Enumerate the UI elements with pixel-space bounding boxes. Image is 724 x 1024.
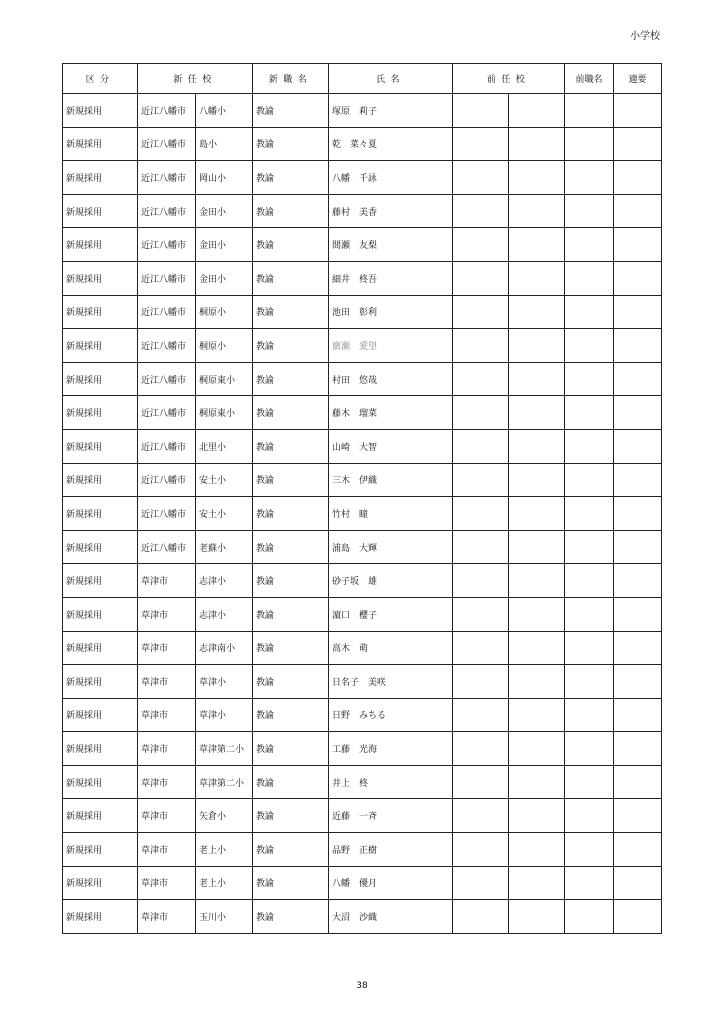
cell-name: 山崎 大智	[329, 429, 453, 463]
cell-new-city: 草津市	[138, 564, 196, 598]
cell-previous-title	[565, 295, 614, 329]
cell-new-school: 矢倉小	[196, 799, 253, 833]
cell-previous-title	[565, 127, 614, 161]
cell-remarks	[614, 564, 662, 598]
cell-new-school: 安土小	[196, 463, 253, 497]
cell-category: 新規採用	[63, 261, 138, 295]
cell-previous-school	[509, 866, 565, 900]
cell-new-school: 岡山小	[196, 161, 253, 195]
cell-category: 新規採用	[63, 631, 138, 665]
cell-name: 細井 柊吾	[329, 261, 453, 295]
cell-remarks	[614, 295, 662, 329]
cell-category: 新規採用	[63, 463, 138, 497]
cell-previous-school	[509, 261, 565, 295]
cell-previous-city	[453, 497, 509, 531]
table-row	[63, 665, 662, 699]
cell-remarks	[614, 463, 662, 497]
cell-previous-city	[453, 161, 509, 195]
cell-previous-school	[509, 161, 565, 195]
cell-previous-school	[509, 799, 565, 833]
table-row	[63, 799, 662, 833]
cell-name: 廣瀬 愛望	[329, 329, 453, 363]
cell-new-city: 草津市	[138, 665, 196, 699]
cell-remarks	[614, 429, 662, 463]
cell-new-title: 教諭	[253, 161, 329, 195]
cell-new-school: 老上小	[196, 833, 253, 867]
cell-remarks	[614, 665, 662, 699]
cell-name: 浦島 大輝	[329, 530, 453, 564]
table-row	[63, 732, 662, 766]
cell-previous-school	[509, 631, 565, 665]
cell-previous-school	[509, 497, 565, 531]
cell-previous-title	[565, 261, 614, 295]
cell-previous-city	[453, 665, 509, 699]
cell-new-title: 教諭	[253, 497, 329, 531]
cell-remarks	[614, 194, 662, 228]
cell-name: 高木 萌	[329, 631, 453, 665]
cell-name: 井上 柊	[329, 765, 453, 799]
table-row	[63, 429, 662, 463]
cell-previous-city	[453, 329, 509, 363]
cell-previous-school	[509, 228, 565, 262]
table-row	[63, 866, 662, 900]
cell-previous-school	[509, 94, 565, 128]
cell-new-city: 近江八幡市	[138, 530, 196, 564]
cell-previous-city	[453, 866, 509, 900]
cell-previous-title	[565, 833, 614, 867]
cell-remarks	[614, 161, 662, 195]
table-row	[63, 564, 662, 598]
cell-remarks	[614, 631, 662, 665]
cell-new-title: 教諭	[253, 597, 329, 631]
cell-name: 大沼 沙織	[329, 900, 453, 934]
cell-new-city: 草津市	[138, 866, 196, 900]
cell-previous-school	[509, 765, 565, 799]
cell-remarks	[614, 329, 662, 363]
cell-name: 村田 悠哉	[329, 362, 453, 396]
cell-previous-school	[509, 833, 565, 867]
cell-new-title: 教諭	[253, 127, 329, 161]
cell-name: 藤木 瑠菜	[329, 396, 453, 430]
cell-remarks	[614, 698, 662, 732]
cell-new-school: 安土小	[196, 497, 253, 531]
cell-remarks	[614, 799, 662, 833]
cell-category: 新規採用	[63, 799, 138, 833]
cell-category: 新規採用	[63, 665, 138, 699]
cell-name: 三木 伊織	[329, 463, 453, 497]
cell-name: 塚原 莉子	[329, 94, 453, 128]
cell-new-school: 草津第二小	[196, 765, 253, 799]
cell-previous-school	[509, 362, 565, 396]
cell-previous-city	[453, 463, 509, 497]
cell-new-title: 教諭	[253, 228, 329, 262]
table-row	[63, 900, 662, 934]
table-row	[63, 127, 662, 161]
cell-previous-city	[453, 597, 509, 631]
cell-previous-city	[453, 396, 509, 430]
cell-name: 日野 みちる	[329, 698, 453, 732]
header-new-post: 新任校	[138, 64, 253, 94]
cell-new-city: 近江八幡市	[138, 295, 196, 329]
cell-previous-school	[509, 429, 565, 463]
cell-previous-title	[565, 900, 614, 934]
cell-name: 濵口 櫻子	[329, 597, 453, 631]
cell-previous-title	[565, 194, 614, 228]
cell-category: 新規採用	[63, 698, 138, 732]
cell-previous-city	[453, 732, 509, 766]
cell-previous-school	[509, 396, 565, 430]
cell-name: 八幡 千詠	[329, 161, 453, 195]
cell-new-city: 近江八幡市	[138, 329, 196, 363]
cell-category: 新規採用	[63, 362, 138, 396]
cell-new-school: 桐原東小	[196, 396, 253, 430]
cell-new-title: 教諭	[253, 866, 329, 900]
cell-remarks	[614, 497, 662, 531]
table-row	[63, 530, 662, 564]
cell-new-school: 志津小	[196, 597, 253, 631]
cell-previous-city	[453, 530, 509, 564]
cell-new-school: 島小	[196, 127, 253, 161]
cell-new-city: 近江八幡市	[138, 127, 196, 161]
cell-previous-school	[509, 564, 565, 598]
cell-remarks	[614, 362, 662, 396]
table-row	[63, 228, 662, 262]
cell-previous-title	[565, 94, 614, 128]
cell-new-title: 教諭	[253, 396, 329, 430]
table-row	[63, 765, 662, 799]
cell-previous-title	[565, 530, 614, 564]
table-row	[63, 463, 662, 497]
cell-remarks	[614, 530, 662, 564]
cell-new-school: 草津小	[196, 665, 253, 699]
cell-category: 新規採用	[63, 127, 138, 161]
cell-new-city: 近江八幡市	[138, 194, 196, 228]
page-number: 38	[356, 981, 368, 991]
cell-previous-title	[565, 597, 614, 631]
cell-previous-title	[565, 497, 614, 531]
cell-new-school: 桐原小	[196, 295, 253, 329]
cell-new-city: 近江八幡市	[138, 463, 196, 497]
table-row	[63, 698, 662, 732]
header-previous-post: 前任校	[453, 64, 565, 94]
table-row	[63, 396, 662, 430]
cell-new-city: 近江八幡市	[138, 396, 196, 430]
cell-category: 新規採用	[63, 429, 138, 463]
cell-name: 日名子 美咲	[329, 665, 453, 699]
cell-category: 新規採用	[63, 329, 138, 363]
cell-remarks	[614, 127, 662, 161]
cell-new-city: 草津市	[138, 631, 196, 665]
cell-new-title: 教諭	[253, 665, 329, 699]
cell-category: 新規採用	[63, 194, 138, 228]
cell-new-school: 玉川小	[196, 900, 253, 934]
cell-previous-city	[453, 799, 509, 833]
personnel-table	[62, 63, 662, 934]
table-row	[63, 194, 662, 228]
cell-previous-title	[565, 866, 614, 900]
cell-new-school: 桐原小	[196, 329, 253, 363]
cell-previous-title	[565, 732, 614, 766]
cell-new-title: 教諭	[253, 530, 329, 564]
cell-previous-title	[565, 429, 614, 463]
cell-new-school: 老蘇小	[196, 530, 253, 564]
cell-previous-city	[453, 765, 509, 799]
cell-new-school: 金田小	[196, 228, 253, 262]
cell-previous-school	[509, 295, 565, 329]
cell-new-title: 教諭	[253, 698, 329, 732]
cell-new-city: 草津市	[138, 765, 196, 799]
cell-new-school: 老上小	[196, 866, 253, 900]
cell-name: 八幡 優月	[329, 866, 453, 900]
cell-new-school: 金田小	[196, 261, 253, 295]
cell-new-city: 近江八幡市	[138, 161, 196, 195]
cell-category: 新規採用	[63, 564, 138, 598]
cell-previous-school	[509, 329, 565, 363]
cell-previous-city	[453, 295, 509, 329]
cell-previous-title	[565, 396, 614, 430]
cell-previous-city	[453, 127, 509, 161]
header-category: 区分	[63, 64, 138, 94]
cell-previous-city	[453, 194, 509, 228]
cell-new-title: 教諭	[253, 765, 329, 799]
cell-previous-city	[453, 261, 509, 295]
cell-new-title: 教諭	[253, 463, 329, 497]
cell-previous-title	[565, 765, 614, 799]
cell-remarks	[614, 228, 662, 262]
cell-new-school: 草津小	[196, 698, 253, 732]
cell-previous-city	[453, 362, 509, 396]
table-row	[63, 295, 662, 329]
cell-previous-city	[453, 900, 509, 934]
cell-category: 新規採用	[63, 396, 138, 430]
cell-new-school: 草津第二小	[196, 732, 253, 766]
cell-previous-title	[565, 631, 614, 665]
cell-previous-city	[453, 94, 509, 128]
cell-remarks	[614, 833, 662, 867]
table-row	[63, 161, 662, 195]
cell-category: 新規採用	[63, 497, 138, 531]
cell-previous-school	[509, 732, 565, 766]
cell-previous-city	[453, 429, 509, 463]
header-name: 氏名	[329, 64, 453, 94]
cell-new-title: 教諭	[253, 194, 329, 228]
school-level-label: 小学校	[630, 31, 660, 42]
cell-previous-school	[509, 530, 565, 564]
cell-new-school: 志津南小	[196, 631, 253, 665]
cell-new-title: 教諭	[253, 900, 329, 934]
cell-previous-title	[565, 564, 614, 598]
cell-remarks	[614, 765, 662, 799]
cell-new-title: 教諭	[253, 261, 329, 295]
cell-name: 乾 菜々夏	[329, 127, 453, 161]
table-row	[63, 833, 662, 867]
cell-previous-school	[509, 463, 565, 497]
cell-category: 新規採用	[63, 228, 138, 262]
header-remarks: 適要	[614, 64, 662, 94]
cell-new-city: 近江八幡市	[138, 362, 196, 396]
cell-category: 新規採用	[63, 530, 138, 564]
cell-new-city: 近江八幡市	[138, 228, 196, 262]
header-row	[63, 64, 662, 94]
cell-name: 近藤 一斉	[329, 799, 453, 833]
table-row	[63, 261, 662, 295]
cell-new-school: 桐原東小	[196, 362, 253, 396]
table-row	[63, 597, 662, 631]
cell-new-school: 北里小	[196, 429, 253, 463]
cell-previous-title	[565, 161, 614, 195]
table-row	[63, 94, 662, 128]
cell-new-city: 草津市	[138, 833, 196, 867]
cell-previous-school	[509, 127, 565, 161]
cell-previous-title	[565, 698, 614, 732]
cell-name: 工藤 光海	[329, 732, 453, 766]
cell-new-title: 教諭	[253, 799, 329, 833]
cell-name: 砂子坂 雄	[329, 564, 453, 598]
cell-new-title: 教諭	[253, 732, 329, 766]
cell-new-title: 教諭	[253, 329, 329, 363]
cell-previous-city	[453, 833, 509, 867]
cell-name: 品野 正樹	[329, 833, 453, 867]
cell-remarks	[614, 597, 662, 631]
header-new-title: 新職名	[253, 64, 329, 94]
cell-previous-school	[509, 665, 565, 699]
cell-previous-title	[565, 799, 614, 833]
cell-new-title: 教諭	[253, 564, 329, 598]
cell-remarks	[614, 261, 662, 295]
table-row	[63, 631, 662, 665]
cell-new-title: 教諭	[253, 631, 329, 665]
cell-new-city: 草津市	[138, 698, 196, 732]
table-row	[63, 329, 662, 363]
cell-name: 藤村 美香	[329, 194, 453, 228]
cell-new-city: 近江八幡市	[138, 429, 196, 463]
cell-category: 新規採用	[63, 765, 138, 799]
cell-previous-city	[453, 564, 509, 598]
cell-previous-school	[509, 900, 565, 934]
cell-remarks	[614, 732, 662, 766]
cell-previous-title	[565, 665, 614, 699]
cell-new-school: 志津小	[196, 564, 253, 598]
cell-new-title: 教諭	[253, 295, 329, 329]
header-previous-title: 前職名	[565, 64, 614, 94]
cell-new-city: 草津市	[138, 732, 196, 766]
cell-previous-school	[509, 597, 565, 631]
table-row	[63, 362, 662, 396]
cell-previous-title	[565, 463, 614, 497]
cell-previous-title	[565, 362, 614, 396]
cell-new-city: 近江八幡市	[138, 497, 196, 531]
cell-new-title: 教諭	[253, 94, 329, 128]
cell-category: 新規採用	[63, 597, 138, 631]
cell-previous-title	[565, 228, 614, 262]
table-row	[63, 497, 662, 531]
cell-category: 新規採用	[63, 866, 138, 900]
cell-previous-school	[509, 698, 565, 732]
cell-category: 新規採用	[63, 732, 138, 766]
cell-remarks	[614, 94, 662, 128]
cell-previous-title	[565, 329, 614, 363]
cell-previous-school	[509, 194, 565, 228]
cell-new-school: 八幡小	[196, 94, 253, 128]
cell-name: 竹村 瞳	[329, 497, 453, 531]
cell-category: 新規採用	[63, 900, 138, 934]
cell-previous-city	[453, 631, 509, 665]
cell-new-city: 草津市	[138, 597, 196, 631]
cell-new-city: 近江八幡市	[138, 94, 196, 128]
cell-remarks	[614, 866, 662, 900]
cell-category: 新規採用	[63, 161, 138, 195]
cell-new-city: 草津市	[138, 799, 196, 833]
cell-new-city: 草津市	[138, 900, 196, 934]
cell-remarks	[614, 900, 662, 934]
cell-new-title: 教諭	[253, 833, 329, 867]
cell-category: 新規採用	[63, 295, 138, 329]
cell-new-city: 近江八幡市	[138, 261, 196, 295]
cell-new-school: 金田小	[196, 194, 253, 228]
cell-remarks	[614, 396, 662, 430]
cell-name: 池田 彰利	[329, 295, 453, 329]
cell-previous-city	[453, 698, 509, 732]
cell-category: 新規採用	[63, 833, 138, 867]
cell-new-title: 教諭	[253, 362, 329, 396]
cell-previous-city	[453, 228, 509, 262]
cell-new-title: 教諭	[253, 429, 329, 463]
cell-category: 新規採用	[63, 94, 138, 128]
cell-name: 間瀬 友梨	[329, 228, 453, 262]
